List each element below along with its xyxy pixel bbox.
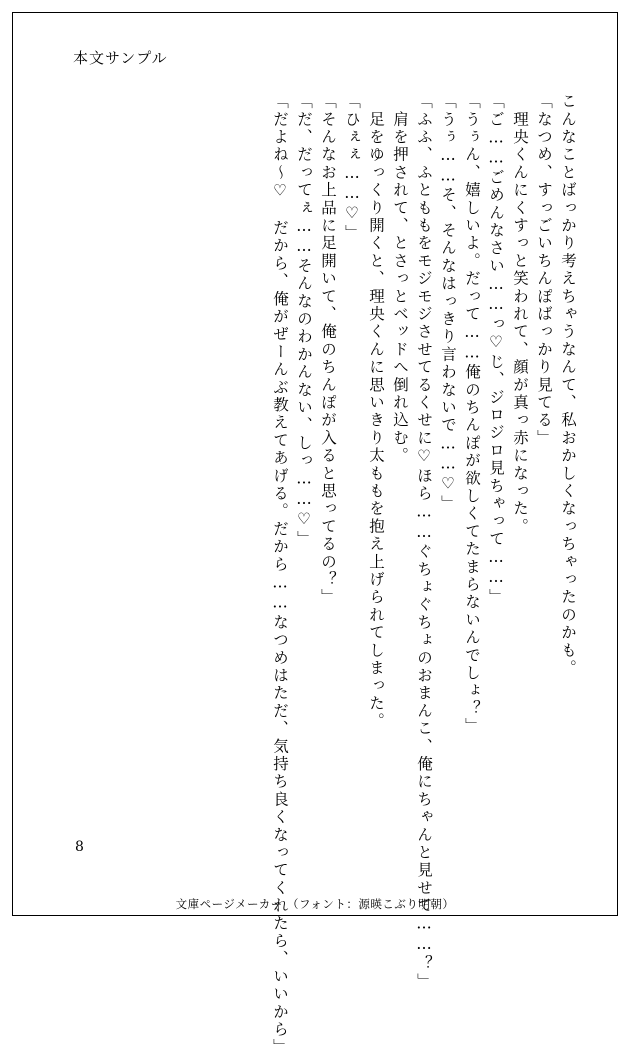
page-header-title: 本文サンプル (73, 49, 168, 67)
text-line: 「ふふ、ふとももをモジモジさせてるくせに♡ほら……ぐちょぐちょのおまんこ、俺にちゃんと見せて……？」 (415, 93, 433, 991)
page-number: 8 (75, 839, 84, 855)
text-line: 「うぅん、嬉しいよ。だって……俺のちんぽが欲しくてたまらないんでしょ？」 (463, 93, 481, 736)
text-line: 「そんなお上品に足開いて、俺のちんぽが入ると思ってるの？」 (319, 93, 337, 607)
text-line: 理央くんにくすっと笑われて、顔が真っ赤になった。 (511, 93, 529, 536)
page-sheet (12, 12, 618, 1056)
text-line: こんなことばっかり考えちゃうなんて、私おかしくなっちゃったのかも。 (559, 93, 577, 678)
text-line: 足をゆっくり開くと、理央くんに思いきり太ももを抱え上げられてしまった。 (367, 93, 385, 731)
text-line: 「だ、だってぇ……そんなのわかんない、しっ……♡」 (295, 93, 313, 548)
text-line: 「なつめ、すっごいちんぽばっかり見てる」 (535, 93, 553, 447)
text-line: 「ひぇぇ……♡」 (343, 93, 361, 243)
text-line: 肩を押されて、とさっとベッドへ倒れ込む。 (391, 93, 409, 465)
text-line: 「だよね～♡ だから、俺がぜーんぶ教えてあげる。だから……なつめはただ、気持ち良くなってくれたら、いいから」 (271, 93, 289, 1056)
footer-credit: 文庫ページメーカー （フォント：源暎こぶり明朝） (175, 897, 455, 911)
text-line: 「うぅ……そ、そんなはっきり言わないで……♡」 (439, 93, 457, 513)
text-line: 「ご……ごめんなさい……っ♡じ、ジロジロ見ちゃって……」 (487, 93, 505, 607)
